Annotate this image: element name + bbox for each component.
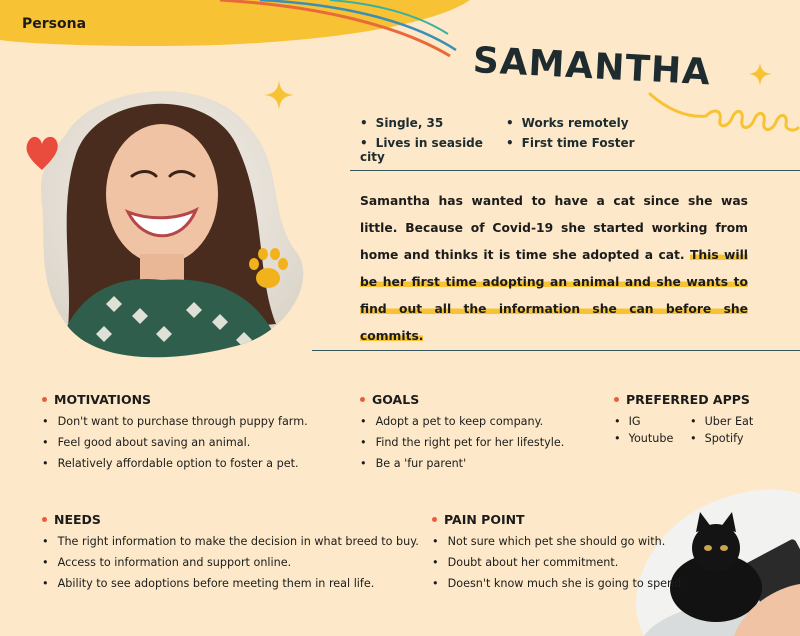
section-title-text: PAIN POINT (444, 512, 525, 527)
list-item: • Feel good about saving an animal. (42, 436, 308, 449)
list-item: • Not sure which pet she should go with. (432, 535, 685, 548)
section-title (42, 512, 419, 527)
list-item: • Adopt a pet to keep company. (360, 415, 564, 428)
list-item: • Find the right pet for her lifestyle. (360, 436, 564, 449)
persona-label: Persona (22, 16, 87, 32)
fact-item: • First time Foster (506, 136, 646, 164)
bullet-dot (614, 397, 619, 402)
list-item: • Doesn't know much she is going to spend. (432, 577, 685, 590)
list-item: • Ability to see adoptions before meeting them in real life. (42, 577, 419, 590)
bullet-dot (42, 397, 47, 402)
list-item: • The right information to make the decision in what breed to buy. (42, 535, 419, 548)
list-item: • Be a 'fur parent' (360, 457, 564, 470)
fact-item: • Single, 35 (360, 116, 506, 130)
app-item: • Youtube (614, 432, 690, 445)
fact-item: • Works remotely (506, 116, 646, 130)
bullet-dot (360, 397, 365, 402)
goals-section (360, 392, 564, 478)
section-title (42, 392, 308, 407)
divider (350, 170, 800, 171)
apps-section (614, 392, 760, 445)
paw-icon (246, 246, 290, 292)
bio-highlight: This will be her first time adopting an animal and she wants to find out all the information she can before she commits. (360, 248, 749, 343)
squiggle-decoration (648, 88, 800, 140)
list-item: • Don't want to purchase through puppy farm. (42, 415, 308, 428)
section-title (432, 512, 685, 527)
motivations-section (42, 392, 308, 478)
list-item: • Doubt about her commitment. (432, 556, 685, 569)
bio-text: Samantha has wanted to have a cat since she was little. Because of Covid-19 she started working from home and thinks it is time she adopted a cat. (360, 194, 748, 262)
section-title-text: MOTIVATIONS (54, 392, 152, 407)
sparkle-icon (748, 62, 772, 86)
bullet-dot (432, 517, 437, 522)
fact-item: • Lives in seaside city (360, 136, 506, 164)
persona-facts (360, 116, 660, 164)
list-item: • Relatively affordable option to foster a pet. (42, 457, 308, 470)
divider (312, 350, 800, 351)
pain-point-section (432, 512, 685, 598)
heart-icon (24, 132, 60, 172)
persona-photo (36, 84, 308, 364)
bullet-dot (42, 517, 47, 522)
section-title-text: PREFERRED APPS (626, 392, 750, 407)
section-title (614, 392, 760, 407)
app-item: • Spotify (690, 432, 760, 445)
section-title-text: NEEDS (54, 512, 101, 527)
app-item: • Uber Eat (690, 415, 760, 428)
app-item: • IG (614, 415, 690, 428)
persona-bio (360, 188, 748, 350)
section-title-text: GOALS (372, 392, 420, 407)
section-title (360, 392, 564, 407)
persona-name: SAMANTHA (471, 40, 712, 94)
list-item: • Access to information and support online. (42, 556, 419, 569)
needs-section (42, 512, 419, 598)
